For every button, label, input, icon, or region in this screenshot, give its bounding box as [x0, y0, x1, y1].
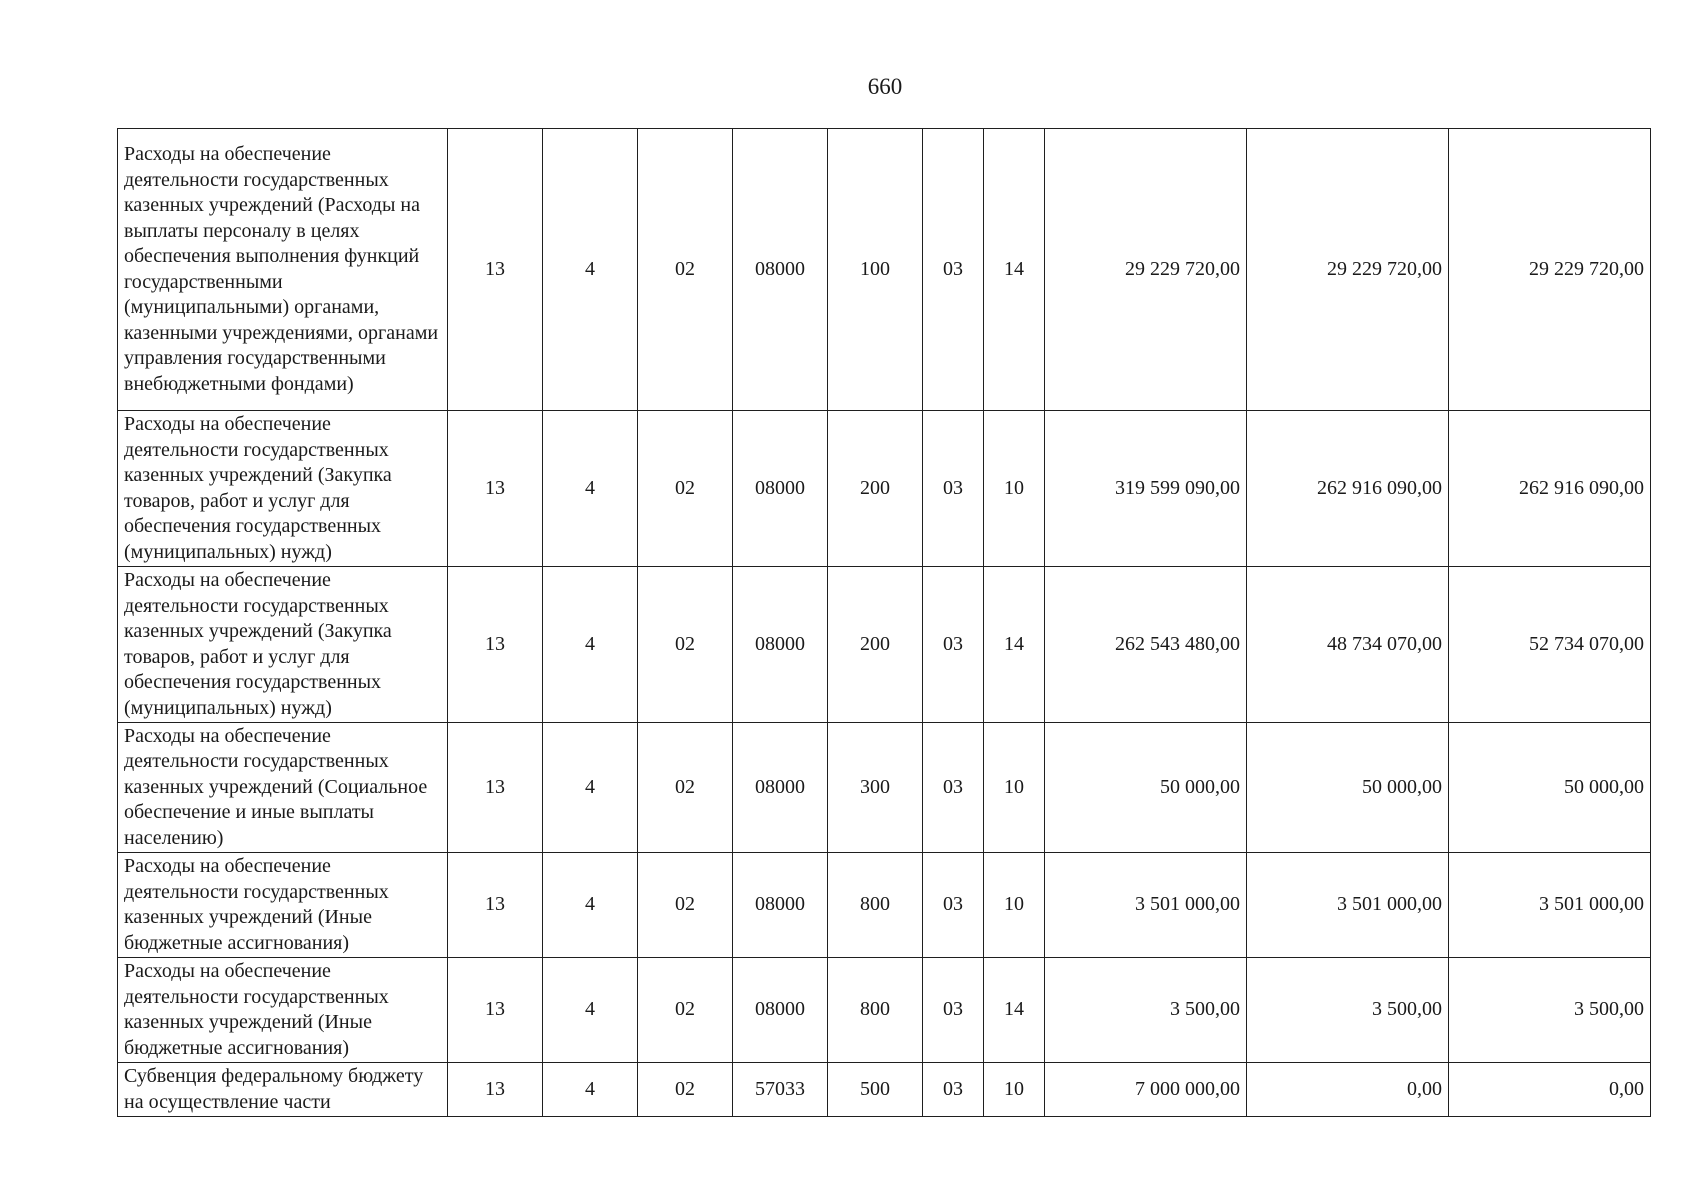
- code-cell: 02: [638, 567, 733, 723]
- row-description: Расходы на обеспечение деятельности государственных казенных учреждений (Расходы на выплаты персоналу в целях обеспечения выполнения функций государственными (муниципальными) органами, казенными учреждениями, органами управления государственными внебюджетными фондами): [118, 129, 448, 411]
- code-cell: 08000: [733, 853, 828, 958]
- code-cell: 03: [923, 958, 984, 1063]
- code-cell: 300: [828, 723, 923, 853]
- code-cell: 4: [543, 853, 638, 958]
- code-cell: 100: [828, 129, 923, 411]
- code-cell: 08000: [733, 411, 828, 567]
- table-row: [118, 1063, 1651, 1117]
- code-cell: 800: [828, 958, 923, 1063]
- amount-cell: 29 229 720,00: [1045, 129, 1247, 411]
- amount-cell: 262 543 480,00: [1045, 567, 1247, 723]
- amount-cell: 3 501 000,00: [1247, 853, 1449, 958]
- row-description: Расходы на обеспечение деятельности государственных казенных учреждений (Социальное обеспечение и иные выплаты населению): [118, 723, 448, 853]
- amount-cell: 3 501 000,00: [1045, 853, 1247, 958]
- amount-cell: 50 000,00: [1247, 723, 1449, 853]
- amount-cell: 262 916 090,00: [1247, 411, 1449, 567]
- code-cell: 4: [543, 1063, 638, 1117]
- amount-cell: 3 501 000,00: [1449, 853, 1651, 958]
- amount-cell: 319 599 090,00: [1045, 411, 1247, 567]
- code-cell: 08000: [733, 567, 828, 723]
- code-cell: 10: [984, 853, 1045, 958]
- table-row: [118, 723, 1651, 853]
- code-cell: 13: [448, 723, 543, 853]
- code-cell: 03: [923, 723, 984, 853]
- code-cell: 02: [638, 958, 733, 1063]
- code-cell: 03: [923, 1063, 984, 1117]
- code-cell: 4: [543, 411, 638, 567]
- code-cell: 4: [543, 567, 638, 723]
- code-cell: 02: [638, 853, 733, 958]
- code-cell: 03: [923, 129, 984, 411]
- code-cell: 13: [448, 567, 543, 723]
- code-cell: 03: [923, 853, 984, 958]
- row-description: Расходы на обеспечение деятельности государственных казенных учреждений (Закупка товаров, работ и услуг для обеспечения государственных (муниципальных) нужд): [118, 411, 448, 567]
- table-row: [118, 411, 1651, 567]
- code-cell: 14: [984, 129, 1045, 411]
- table-row: [118, 567, 1651, 723]
- code-cell: 03: [923, 567, 984, 723]
- page-number: 660: [867, 74, 903, 99]
- code-cell: 02: [638, 411, 733, 567]
- amount-cell: 0,00: [1449, 1063, 1651, 1117]
- amount-cell: 0,00: [1247, 1063, 1449, 1117]
- code-cell: 08000: [733, 723, 828, 853]
- code-cell: 02: [638, 129, 733, 411]
- code-cell: 800: [828, 853, 923, 958]
- amount-cell: 52 734 070,00: [1449, 567, 1651, 723]
- row-description: Расходы на обеспечение деятельности государственных казенных учреждений (Закупка товаров, работ и услуг для обеспечения государственных (муниципальных) нужд): [118, 567, 448, 723]
- amount-cell: 3 500,00: [1247, 958, 1449, 1063]
- code-cell: 57033: [733, 1063, 828, 1117]
- code-cell: 13: [448, 1063, 543, 1117]
- amount-cell: 29 229 720,00: [1449, 129, 1651, 411]
- code-cell: 14: [984, 567, 1045, 723]
- budget-table: [117, 128, 1651, 1117]
- amount-cell: 3 500,00: [1449, 958, 1651, 1063]
- amount-cell: 48 734 070,00: [1247, 567, 1449, 723]
- amount-cell: 29 229 720,00: [1247, 129, 1449, 411]
- code-cell: 4: [543, 129, 638, 411]
- code-cell: 02: [638, 723, 733, 853]
- code-cell: 200: [828, 411, 923, 567]
- code-cell: 13: [448, 129, 543, 411]
- code-cell: 4: [543, 723, 638, 853]
- code-cell: 08000: [733, 958, 828, 1063]
- code-cell: 14: [984, 958, 1045, 1063]
- row-description: Субвенция федеральному бюджету на осуществление части: [118, 1063, 448, 1117]
- code-cell: 08000: [733, 129, 828, 411]
- code-cell: 10: [984, 1063, 1045, 1117]
- table-row: [118, 853, 1651, 958]
- code-cell: 13: [448, 853, 543, 958]
- amount-cell: 7 000 000,00: [1045, 1063, 1247, 1117]
- code-cell: 4: [543, 958, 638, 1063]
- amount-cell: 262 916 090,00: [1449, 411, 1651, 567]
- amount-cell: 3 500,00: [1045, 958, 1247, 1063]
- code-cell: 10: [984, 723, 1045, 853]
- code-cell: 03: [923, 411, 984, 567]
- row-description: Расходы на обеспечение деятельности государственных казенных учреждений (Иные бюджетные ассигнования): [118, 853, 448, 958]
- row-description: Расходы на обеспечение деятельности государственных казенных учреждений (Иные бюджетные ассигнования): [118, 958, 448, 1063]
- code-cell: 500: [828, 1063, 923, 1117]
- amount-cell: 50 000,00: [1045, 723, 1247, 853]
- table-row: [118, 129, 1651, 411]
- code-cell: 13: [448, 411, 543, 567]
- code-cell: 10: [984, 411, 1045, 567]
- code-cell: 02: [638, 1063, 733, 1117]
- code-cell: 200: [828, 567, 923, 723]
- table-row: [118, 958, 1651, 1063]
- code-cell: 13: [448, 958, 543, 1063]
- amount-cell: 50 000,00: [1449, 723, 1651, 853]
